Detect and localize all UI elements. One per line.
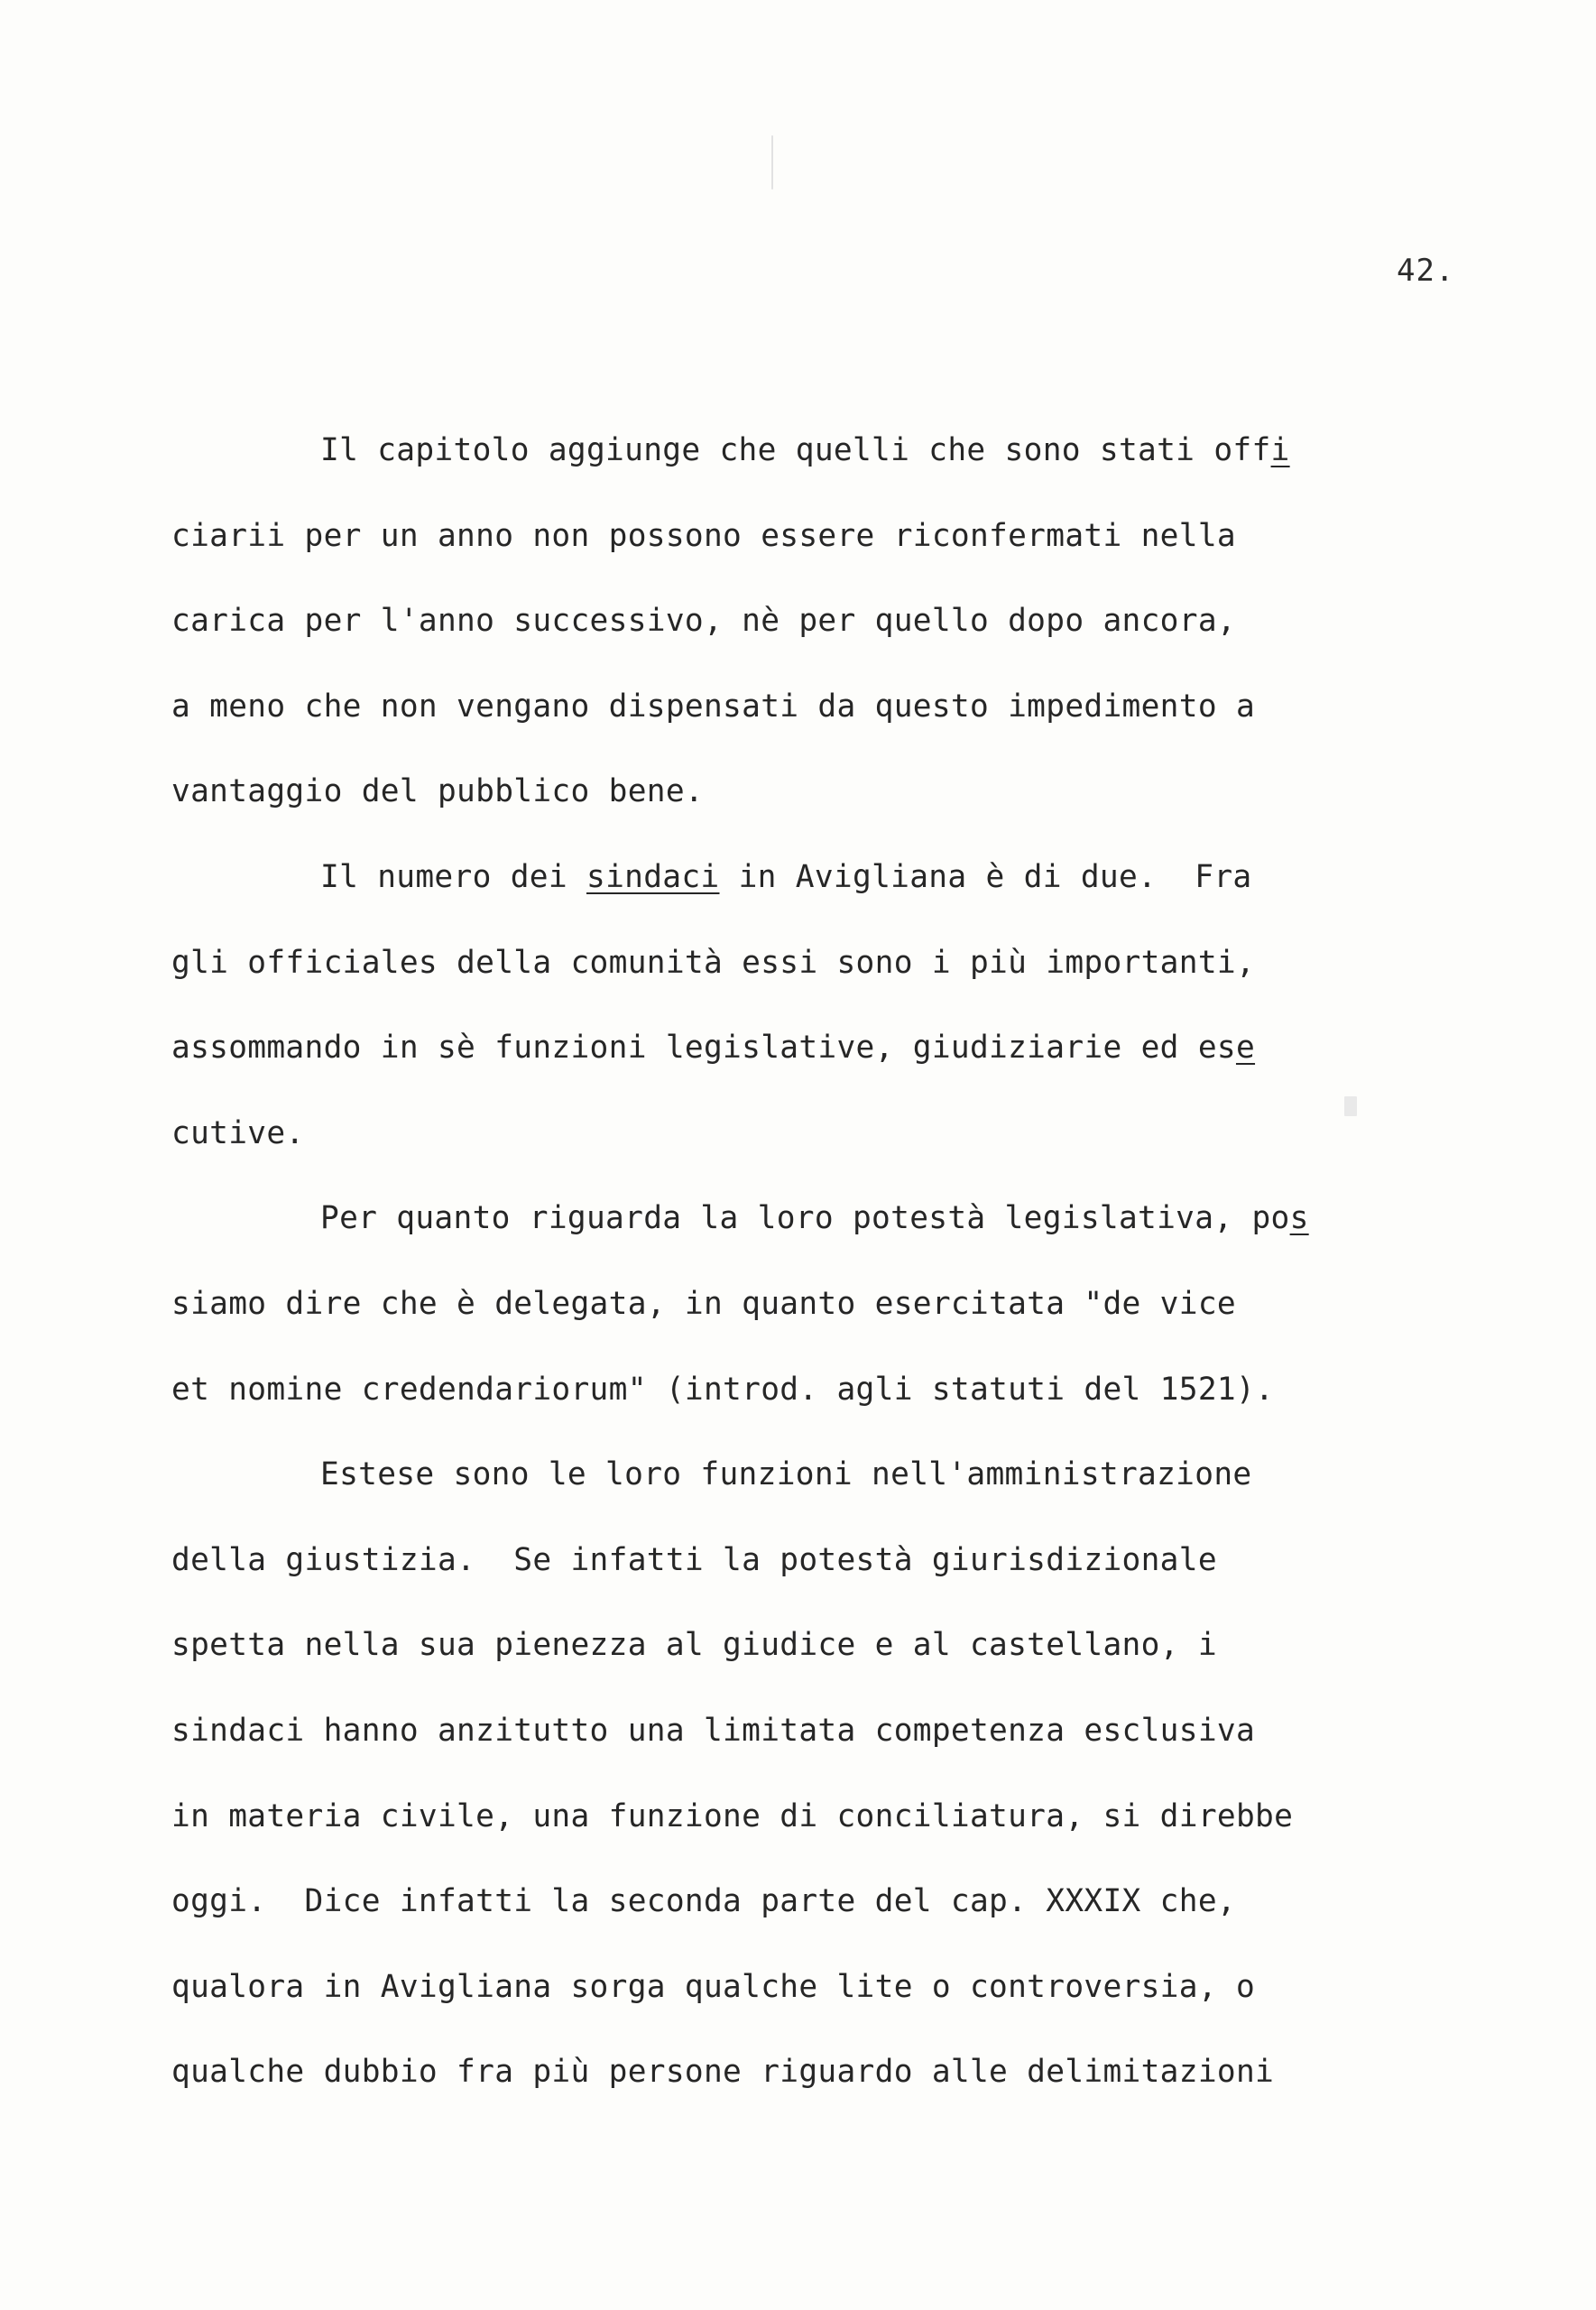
text-line — [171, 605, 1236, 637]
text-line — [171, 2056, 1274, 2088]
text-segment: assommando in sè funzioni legislative, giudiziarie ed es — [171, 1030, 1236, 1066]
text-segment: vantaggio del pubblico bene. — [171, 773, 704, 809]
text-segment: spetta nella sua pienezza al giudice e al castellano, i — [171, 1627, 1217, 1663]
page-number: 42. — [1397, 253, 1455, 289]
text-segment: cutive. — [171, 1115, 305, 1151]
text-segment: sindaci hanno anzitutto una limitata competenza esclusiva — [171, 1713, 1256, 1749]
text-line — [171, 1798, 1294, 1834]
text-line — [171, 1883, 1236, 1919]
underlined-text: s — [1289, 1200, 1309, 1236]
text-line — [171, 1542, 1217, 1578]
text-line — [171, 1715, 1255, 1747]
text-segment: carica per l'anno successivo, nè per quello dopo ancora, — [171, 603, 1236, 639]
text-line — [171, 773, 704, 809]
text-line — [320, 1200, 1309, 1236]
text-segment: Estese sono le loro funzioni nell'amministrazione — [320, 1456, 1252, 1492]
text-line — [171, 947, 1255, 979]
text-segment: Il capitolo aggiunge che quelli che sono stati off — [320, 432, 1271, 468]
text-segment: a meno che non vengano dispensati da questo impedimento a — [171, 688, 1256, 725]
text-line — [320, 1456, 1252, 1492]
text-line — [171, 1627, 1217, 1663]
underlined-text: sindaci — [586, 859, 720, 895]
text-segment: oggi. Dice infatti la seconda parte del cap. XXXIX che, — [171, 1883, 1236, 1919]
underlined-text: i — [1270, 432, 1290, 468]
text-segment: siamo dire che è delegata, in quanto esercitata "de vice — [171, 1286, 1236, 1322]
text-segment: et nomine credendariorum" (introd. agli statuti del 1521). — [171, 1372, 1275, 1408]
text-line — [171, 688, 1256, 725]
text-segment: della giustizia. Se infatti la potestà giurisdizionale — [171, 1542, 1217, 1578]
text-line — [171, 518, 1236, 554]
text-segment: in materia civile, una funzione di conciliatura, si direbbe — [171, 1798, 1294, 1834]
text-line — [320, 859, 1252, 895]
paper-speck — [771, 135, 773, 189]
text-line — [171, 1115, 305, 1151]
text-line — [171, 1969, 1256, 2005]
text-segment: ciarii per un anno non possono essere riconfermati nella — [171, 518, 1236, 554]
paper-speck — [1344, 1096, 1357, 1116]
text-segment: in Avigliana è di due. Fra — [719, 859, 1252, 895]
text-line — [171, 1374, 1274, 1406]
text-segment: Per quanto riguarda la loro potestà legislativa, po — [320, 1200, 1290, 1236]
text-segment: gli officiales della comunità essi sono i più importanti, — [171, 945, 1256, 981]
text-line — [171, 1032, 1255, 1064]
text-line — [171, 1286, 1236, 1322]
text-segment: qualche dubbio fra più persone riguardo alle delimitazioni — [171, 2054, 1275, 2090]
text-segment: Il numero dei — [320, 859, 586, 895]
text-segment: qualora in Avigliana sorga qualche lite o controversia, o — [171, 1969, 1256, 2005]
underlined-text: e — [1235, 1030, 1256, 1066]
text-line — [320, 432, 1290, 468]
